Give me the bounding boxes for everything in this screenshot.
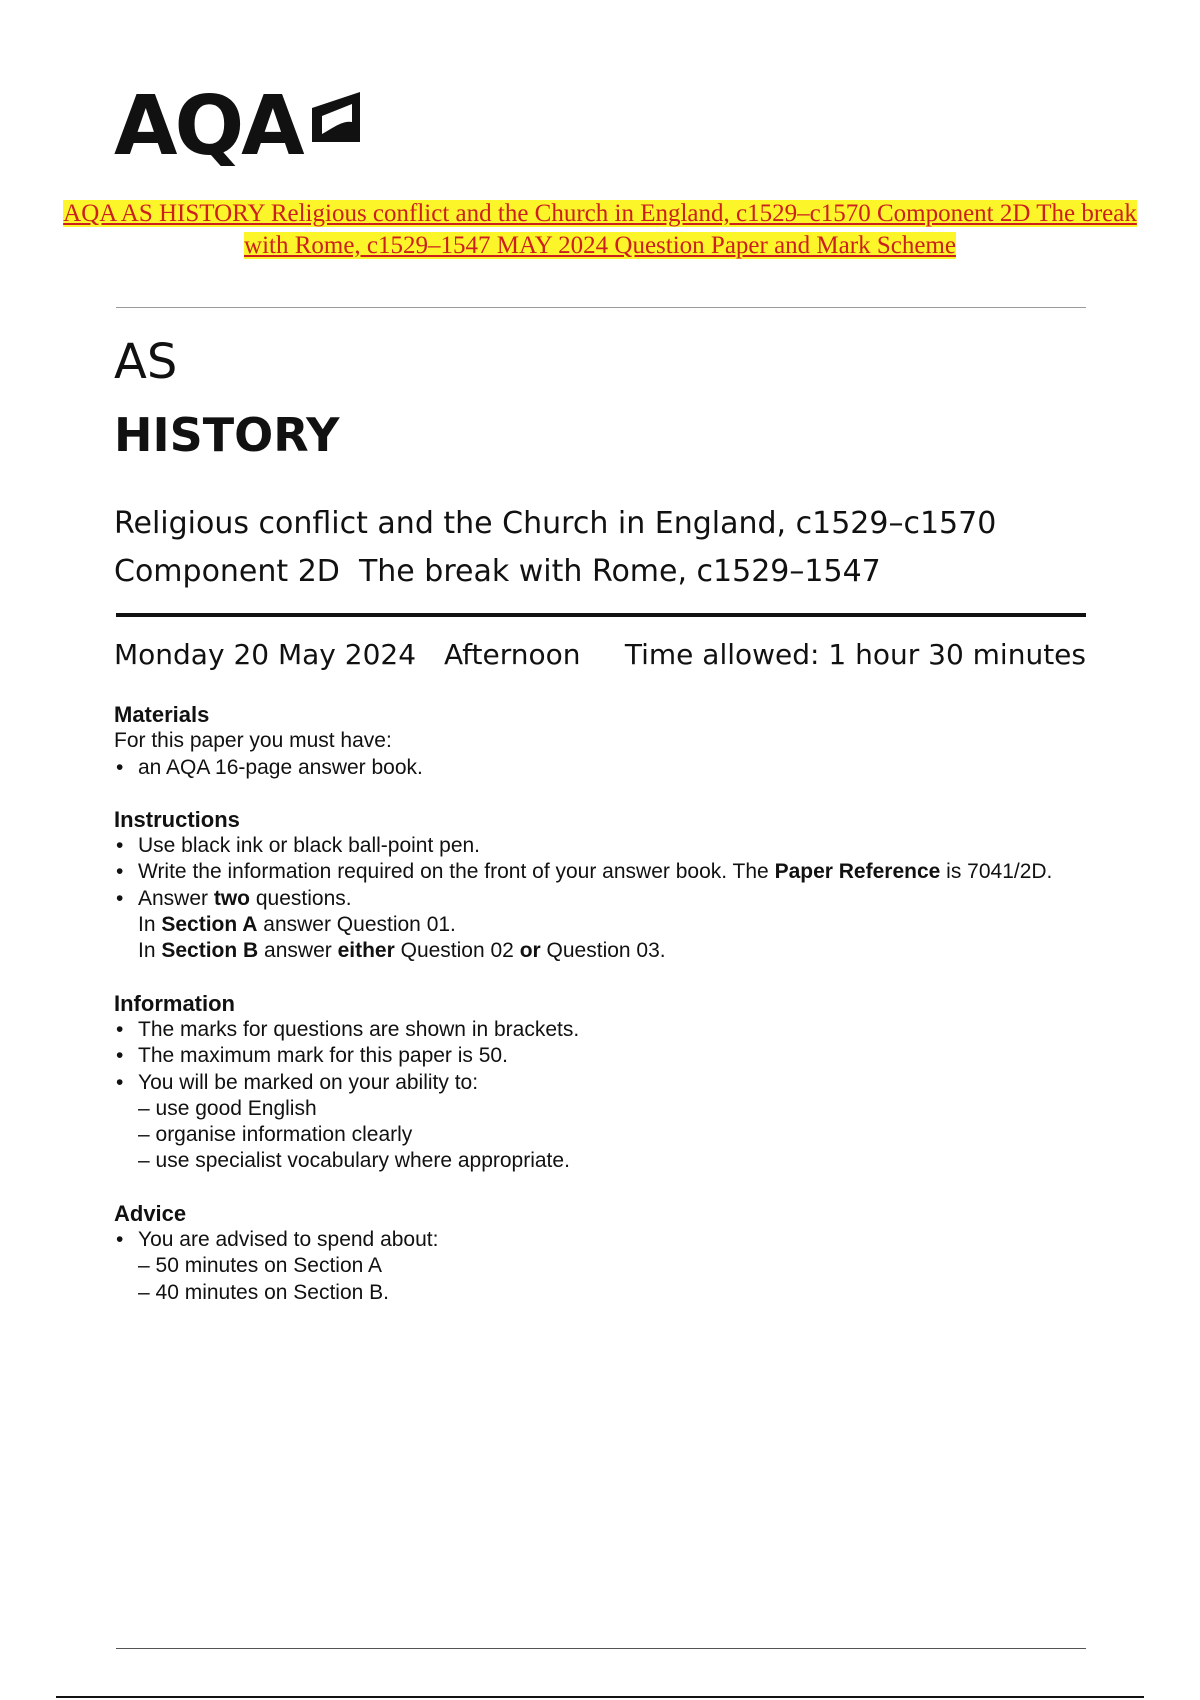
instruction-item: • Use black ink or black ball-point pen. (114, 833, 1094, 859)
exam-time-allowed: Time allowed: 1 hour 30 minutes (624, 638, 1086, 671)
instructions-list (114, 833, 1094, 964)
exam-details-row (114, 638, 1086, 671)
materials-item: • an AQA 16-page answer book. (114, 755, 1094, 781)
instruction-text: Question 02 (394, 939, 520, 963)
instruction-text: Write the information required on the front of your answer book. The (138, 860, 775, 884)
materials-list (114, 755, 1094, 781)
instruction-item (114, 859, 1094, 885)
footer-divider (116, 1648, 1086, 1649)
advice-subitem: – 50 minutes on Section A (138, 1254, 382, 1278)
document-title-link[interactable] (60, 198, 1140, 262)
header-divider (116, 613, 1086, 617)
instruction-text: In (138, 913, 162, 937)
aqa-logo-text: AQA (114, 79, 302, 174)
instruction-text: answer Question 01. (257, 913, 456, 937)
page-bottom-edge (56, 1696, 1144, 1698)
instruction-bold: Section A (161, 913, 258, 937)
instruction-bold: two (213, 886, 251, 910)
front-page-instructions (114, 702, 1094, 1332)
information-subitem: – use good English (138, 1096, 317, 1120)
information-item (114, 1070, 1094, 1175)
exam-session: Afternoon (444, 638, 581, 671)
information-text: You will be marked on your ability to: (138, 1070, 479, 1094)
instruction-text: answer (258, 939, 338, 963)
information-item: • The marks for questions are shown in brackets. (114, 1017, 1094, 1043)
advice-list (114, 1227, 1094, 1306)
paper-title-line-2: Component 2D The break with Rome, c1529–1547 (114, 554, 881, 589)
aqa-logo (114, 79, 364, 174)
instruction-bold: Paper Reference (774, 860, 941, 884)
qualification-level: AS (114, 334, 178, 390)
instruction-text: questions. (250, 886, 352, 910)
advice-item (114, 1227, 1094, 1306)
instruction-bold: Section B (161, 939, 259, 963)
paper-title (114, 500, 1094, 596)
paper-title-line-1: Religious conflict and the Church in England, c1529–c1570 (114, 506, 997, 541)
instructions-heading: Instructions (114, 806, 240, 832)
subject-title: HISTORY (114, 408, 340, 462)
materials-section (114, 702, 1094, 781)
instructions-section (114, 807, 1094, 965)
instruction-item (114, 886, 1094, 965)
instruction-text: In (138, 939, 162, 963)
advice-subitem: – 40 minutes on Section B. (138, 1280, 389, 1304)
advice-section (114, 1201, 1094, 1306)
information-item: • The maximum mark for this paper is 50. (114, 1043, 1094, 1069)
section-b-instruction (138, 938, 1094, 964)
section-a-instruction (138, 912, 1094, 938)
information-list (114, 1017, 1094, 1175)
instruction-bold: or (519, 939, 541, 963)
exam-date: Monday 20 May 2024 (114, 638, 417, 671)
information-subitem: – use specialist vocabulary where appropriate. (138, 1149, 570, 1173)
advice-heading: Advice (114, 1200, 187, 1226)
instruction-bold: either (337, 939, 395, 963)
information-section (114, 991, 1094, 1175)
advice-text: You are advised to spend about: (138, 1228, 439, 1252)
information-heading: Information (114, 990, 235, 1016)
materials-heading: Materials (114, 702, 210, 727)
top-divider (116, 307, 1086, 308)
instruction-text: Question 03. (540, 939, 666, 963)
instruction-text: Answer (138, 886, 214, 910)
information-subitem: – organise information clearly (138, 1123, 413, 1147)
document-title-anchor[interactable] (63, 200, 1137, 259)
materials-intro: For this paper you must have: (114, 729, 392, 753)
aqa-logo-flag-icon (308, 90, 364, 148)
document-title-text: AQA AS HISTORY Religious conflict and the Church in England, c1529–c1570 Component 2D The break with Rome, c1529–1547 MAY 2024 Question Paper and Mark Scheme (63, 200, 1137, 259)
instruction-text: is 7041/2D. (940, 860, 1053, 884)
